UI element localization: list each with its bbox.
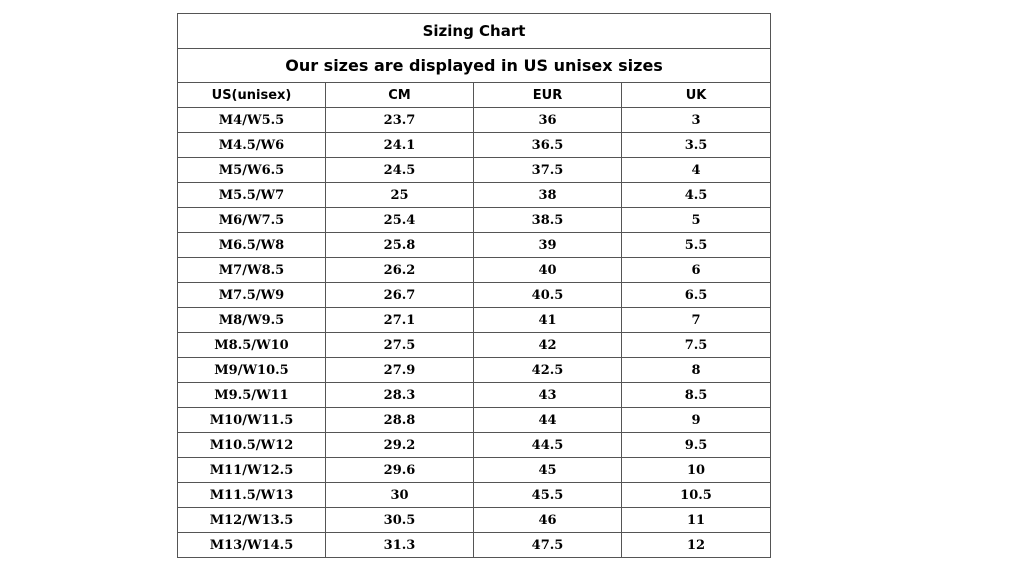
cell-uk: 10 <box>622 458 771 483</box>
cell-cm: 29.2 <box>326 433 474 458</box>
table-row <box>178 333 771 358</box>
cell-uk: 10.5 <box>622 483 771 508</box>
cell-eur: 42.5 <box>474 358 622 383</box>
cell-cm: 27.5 <box>326 333 474 358</box>
cell-cm: 24.5 <box>326 158 474 183</box>
cell-cm: 23.7 <box>326 108 474 133</box>
cell-eur: 45.5 <box>474 483 622 508</box>
cell-eur: 40.5 <box>474 283 622 308</box>
cell-uk: 8.5 <box>622 383 771 408</box>
cell-us-unisex: M9.5/W11 <box>178 383 326 408</box>
cell-cm: 24.1 <box>326 133 474 158</box>
cell-us-unisex: M9/W10.5 <box>178 358 326 383</box>
cell-eur: 40 <box>474 258 622 283</box>
table-row <box>178 108 771 133</box>
table-row <box>178 283 771 308</box>
cell-uk: 12 <box>622 533 771 558</box>
column-header-eur: EUR <box>474 83 622 108</box>
cell-cm: 25.8 <box>326 233 474 258</box>
sizing-chart-table <box>177 13 771 558</box>
cell-uk: 6 <box>622 258 771 283</box>
cell-eur: 39 <box>474 233 622 258</box>
cell-eur: 43 <box>474 383 622 408</box>
cell-us-unisex: M8.5/W10 <box>178 333 326 358</box>
cell-us-unisex: M11/W12.5 <box>178 458 326 483</box>
cell-cm: 25 <box>326 183 474 208</box>
cell-cm: 27.9 <box>326 358 474 383</box>
cell-eur: 38 <box>474 183 622 208</box>
cell-us-unisex: M10.5/W12 <box>178 433 326 458</box>
cell-cm: 30.5 <box>326 508 474 533</box>
cell-us-unisex: M12/W13.5 <box>178 508 326 533</box>
table-row <box>178 183 771 208</box>
table-row <box>178 458 771 483</box>
table-row <box>178 358 771 383</box>
cell-uk: 7.5 <box>622 333 771 358</box>
column-header-uk: UK <box>622 83 771 108</box>
cell-us-unisex: M5/W6.5 <box>178 158 326 183</box>
cell-us-unisex: M6/W7.5 <box>178 208 326 233</box>
cell-eur: 46 <box>474 508 622 533</box>
cell-cm: 25.4 <box>326 208 474 233</box>
cell-cm: 26.7 <box>326 283 474 308</box>
table-row <box>178 308 771 333</box>
cell-cm: 31.3 <box>326 533 474 558</box>
size-rows <box>178 108 771 558</box>
cell-cm: 28.8 <box>326 408 474 433</box>
table-row <box>178 508 771 533</box>
column-header-row <box>178 83 771 108</box>
cell-us-unisex: M7.5/W9 <box>178 283 326 308</box>
cell-eur: 44.5 <box>474 433 622 458</box>
table-row <box>178 533 771 558</box>
table-row <box>178 208 771 233</box>
table-row <box>178 383 771 408</box>
table-row <box>178 408 771 433</box>
cell-eur: 47.5 <box>474 533 622 558</box>
cell-eur: 36.5 <box>474 133 622 158</box>
cell-us-unisex: M10/W11.5 <box>178 408 326 433</box>
table-row <box>178 433 771 458</box>
cell-us-unisex: M4.5/W6 <box>178 133 326 158</box>
column-header-us-unisex: US(unisex) <box>178 83 326 108</box>
cell-cm: 30 <box>326 483 474 508</box>
cell-uk: 5 <box>622 208 771 233</box>
table-row <box>178 483 771 508</box>
cell-uk: 3.5 <box>622 133 771 158</box>
cell-us-unisex: M13/W14.5 <box>178 533 326 558</box>
table-subtitle: Our sizes are displayed in US unisex sizes <box>178 49 771 83</box>
cell-eur: 36 <box>474 108 622 133</box>
cell-uk: 11 <box>622 508 771 533</box>
cell-eur: 42 <box>474 333 622 358</box>
cell-cm: 27.1 <box>326 308 474 333</box>
cell-cm: 29.6 <box>326 458 474 483</box>
table-title: Sizing Chart <box>178 14 771 49</box>
cell-us-unisex: M8/W9.5 <box>178 308 326 333</box>
cell-us-unisex: M7/W8.5 <box>178 258 326 283</box>
table-row <box>178 133 771 158</box>
cell-uk: 7 <box>622 308 771 333</box>
cell-eur: 37.5 <box>474 158 622 183</box>
cell-us-unisex: M5.5/W7 <box>178 183 326 208</box>
table-row <box>178 233 771 258</box>
cell-us-unisex: M4/W5.5 <box>178 108 326 133</box>
cell-uk: 8 <box>622 358 771 383</box>
cell-uk: 6.5 <box>622 283 771 308</box>
cell-uk: 4 <box>622 158 771 183</box>
cell-us-unisex: M6.5/W8 <box>178 233 326 258</box>
cell-uk: 5.5 <box>622 233 771 258</box>
table-row <box>178 158 771 183</box>
cell-uk: 3 <box>622 108 771 133</box>
cell-uk: 9 <box>622 408 771 433</box>
cell-uk: 4.5 <box>622 183 771 208</box>
cell-eur: 41 <box>474 308 622 333</box>
cell-cm: 28.3 <box>326 383 474 408</box>
cell-cm: 26.2 <box>326 258 474 283</box>
cell-uk: 9.5 <box>622 433 771 458</box>
cell-eur: 44 <box>474 408 622 433</box>
table-row <box>178 258 771 283</box>
cell-eur: 45 <box>474 458 622 483</box>
cell-us-unisex: M11.5/W13 <box>178 483 326 508</box>
column-header-cm: CM <box>326 83 474 108</box>
cell-eur: 38.5 <box>474 208 622 233</box>
